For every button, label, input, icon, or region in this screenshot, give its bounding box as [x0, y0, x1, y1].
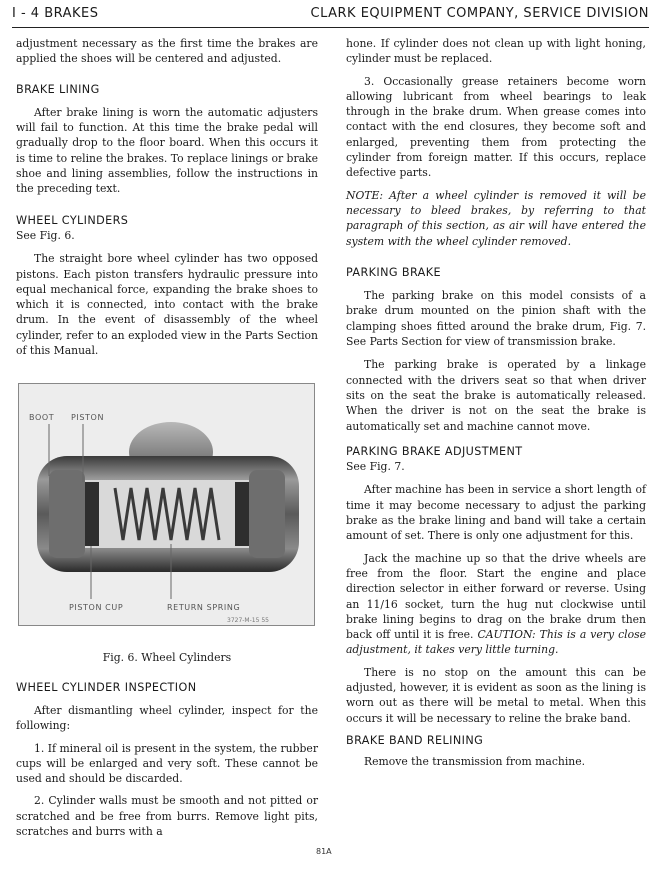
paragraph: [346, 551, 646, 658]
wheel-cylinder-figure: [18, 383, 315, 626]
paragraph: Remove the transmission from machine.: [364, 755, 586, 769]
header-rule: [12, 27, 649, 28]
heading-parking-brake-adjustment: PARKING BRAKE ADJUSTMENT: [346, 444, 523, 458]
paragraph: hone. If cylinder does not clean up with light honing, cylinder must be replaced.: [346, 37, 646, 66]
figure-label-piston-cup: PISTON CUP: [69, 603, 124, 613]
note-paragraph: NOTE: After a wheel cylinder is removed it will be necessary to bleed brakes, by referring to that paragraph of this section, as air will have entered the system with the wheel cylinder removed.: [346, 188, 646, 248]
heading-parking-brake: PARKING BRAKE: [346, 265, 441, 279]
paragraph: There is no stop on the amount this can be adjusted, however, it is evident as soon as the lining is worn out as there will be metal to metal. When this occurs it will be necessary to reline the brake band.: [346, 665, 646, 725]
heading-brake-lining: BRAKE LINING: [16, 82, 100, 96]
see-figure-ref: See Fig. 7.: [346, 460, 405, 474]
paragraph: 2. Cylinder walls must be smooth and not pitted or scratched and be free from burrs. Remove light pits, scratches and burrs with a: [16, 794, 318, 839]
see-figure-ref: See Fig. 6.: [16, 228, 75, 242]
heading-cylinder-inspection: WHEEL CYLINDER INSPECTION: [16, 680, 197, 694]
header-section-title: I - 4 BRAKES: [12, 6, 99, 21]
paragraph: The parking brake on this model consists of a brake drum mounted on the pinion shaft with the clamping shoes fitted around the brake drum, Fig. 7. See Parts Section for view of transmission brake.: [346, 289, 646, 349]
heading-band-relining: BRAKE BAND RELINING: [346, 733, 484, 747]
paragraph-text: Jack the machine up so that the drive wheels are free from the floor. Start the engine and place direction selector in either forward or reverse. Using an 11/16 socket, turn the hug nut clockwise until brake lining begins to drag on the brake drum then back off until it is free.: [346, 551, 646, 642]
paragraph: The straight bore wheel cylinder has two opposed pistons. Each piston transfers hydraulic pressure into equal mechanical force, expanding the brake shoes to which it is connected, into contact with the brake drum. In the event of disassembly of the wheel cylinder, refer to an exploded view in the Parts Section of this Manual.: [16, 252, 318, 358]
figure-code: 3727-M-15 55: [227, 617, 269, 625]
paragraph: 1. If mineral oil is present in the system, the rubber cups will be enlarged and very soft. These cannot be used and should be discarded.: [16, 741, 318, 786]
right-column: [346, 36, 646, 776]
paragraph: After machine has been in service a short length of time it may become necessary to adjust the parking brake as the brake lining and band will take a certain amount of set. There is only one adjustment for this.: [346, 483, 646, 543]
figure-label-return-spring: RETURN SPRING: [167, 603, 241, 613]
paragraph: The parking brake is operated by a linkage connected with the drivers seat so that when driver sits on the seat the brake is automatically released. When the driver is not on the seat the brake is automatically set and machine cannot move.: [346, 358, 646, 433]
figure-label-boot: BOOT: [29, 413, 55, 423]
page-mark: 81A: [316, 847, 332, 856]
figure-label-piston: PISTON: [71, 413, 105, 423]
paragraph: 3. Occasionally grease retainers become worn allowing lubricant from wheel bearings to leak through in the brake drum. When grease comes into contact with the end closures, they become soft and enlarged, preventing them from protecting the cylinder from foreign matter. If this occurs, replace defective parts.: [346, 74, 646, 180]
heading-wheel-cylinders: WHEEL CYLINDERS: [16, 213, 129, 227]
header-company: CLARK EQUIPMENT COMPANY, SERVICE DIVISION: [310, 6, 649, 21]
figure-caption: Fig. 6. Wheel Cylinders: [102, 651, 232, 665]
paragraph: adjustment necessary as the first time the brakes are applied the shoes will be centered and adjusted.: [16, 37, 318, 66]
caution-text: CAUTION: This is a very close adjustment, it takes very little turning.: [346, 628, 646, 657]
left-column: [16, 36, 318, 846]
paragraph: After dismantling wheel cylinder, inspect for the following:: [16, 703, 318, 733]
wheel-cylinder-illustration: [19, 384, 314, 625]
page-header: [12, 6, 649, 28]
paragraph: After brake lining is worn the automatic adjusters will fail to function. At this time the brake pedal will gradually drop to the floor board. When this occurs it is time to reline the brakes. To replace linings or brake shoe and lining assemblies, follow the instructions in the preceding text.: [16, 105, 318, 196]
